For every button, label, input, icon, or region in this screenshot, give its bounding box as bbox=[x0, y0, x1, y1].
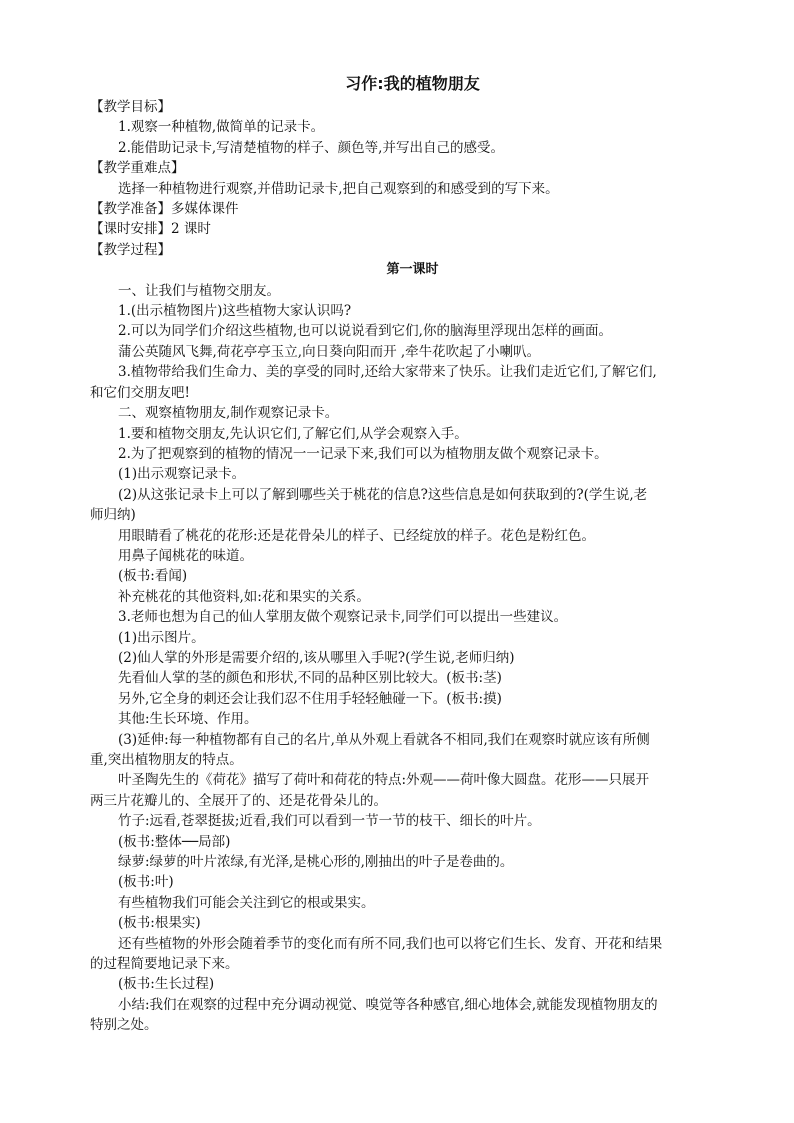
body-paragraph: 另外,它全身的刺还会让我们忍不住用手轻轻触碰一下。(板书:摸) bbox=[118, 690, 502, 707]
preparation-line: 【教学准备】多媒体课件 bbox=[90, 201, 239, 218]
body-paragraph: 3.老师也想为自己的仙人掌朋友做个观察记录卡,同学们可以提出一些建议。 bbox=[118, 609, 568, 626]
body-paragraph: 还有些植物的外形会随着季节的变化而有所不同,我们也可以将它们生长、发育、开花和结果 bbox=[118, 935, 663, 952]
body-paragraph: 1.要和植物交朋友,先认识它们,了解它们,从学会观察入手。 bbox=[118, 425, 468, 442]
body-paragraph: 3.植物带给我们生命力、美的享受的同时,还给大家带来了快乐。让我们走近它们,了解它们, bbox=[118, 364, 657, 381]
body-paragraph: 先看仙人掌的茎的颜色和形状,不同的品种区别比较大。(板书:茎) bbox=[118, 670, 502, 687]
body-paragraph: 有些植物我们可能会关注到它的根或果实。 bbox=[118, 894, 375, 911]
body-paragraph: 用眼睛看了桃花的花形:还是花骨朵儿的样子、已经绽放的样子。花色是粉红色。 bbox=[118, 527, 596, 544]
body-paragraph: (板书:看闻) bbox=[118, 568, 188, 585]
body-paragraph: (板书:生长过程) bbox=[118, 976, 215, 993]
header-section bbox=[90, 97, 735, 260]
body-paragraph-continuation: 两三片花瓣儿的、全展开了的、还是花骨朵儿的。 bbox=[90, 792, 387, 809]
body-paragraph: (1)出示观察记录卡。 bbox=[118, 466, 246, 483]
body-paragraph: (1)出示图片。 bbox=[118, 629, 205, 646]
schedule-line: 【课时安排】2 课时 bbox=[90, 221, 211, 238]
section-label: 【教学重难点】 bbox=[90, 160, 185, 177]
body-paragraph: 小结:我们在观察的过程中充分调动视觉、嗅觉等各种感官,细心地体会,就能发现植物朋友的 bbox=[118, 996, 658, 1013]
body-paragraph: 叶圣陶先生的《荷花》描写了荷叶和荷花的特点:外观——荷叶像大圆盘。花形——只展开 bbox=[118, 772, 650, 789]
document-title: 习作:我的植物朋友 bbox=[345, 74, 480, 93]
section-label: 【教学过程】 bbox=[90, 241, 171, 258]
key-points-text: 选择一种植物进行观察,并借助记录卡,把自己观察到的和感受到的写下来。 bbox=[118, 180, 559, 197]
body-paragraph: 2.为了把观察到的植物的情况一一记录下来,我们可以为植物朋友做个观察记录卡。 bbox=[118, 445, 608, 462]
body-paragraph: 绿萝:绿萝的叶片浓绿,有光泽,是桃心形的,刚抽出的叶子是卷曲的。 bbox=[118, 854, 514, 871]
body-paragraph-continuation: 特别之处。 bbox=[90, 1017, 158, 1034]
body-paragraph: 其他:生长环境、作用。 bbox=[118, 711, 258, 728]
document-page bbox=[90, 72, 735, 1036]
lesson-heading: 第一课时 bbox=[386, 262, 439, 278]
body-paragraph: 蒲公英随风飞舞,荷花亭亭玉立,向日葵向阳而开 ,牵牛花吹起了小喇叭。 bbox=[118, 343, 541, 360]
body-paragraph: 1.(出示植物图片)这些植物大家认识吗? bbox=[118, 303, 352, 320]
body-paragraph-continuation: 重,突出植物朋友的特点。 bbox=[90, 752, 243, 768]
body-paragraph-continuation: 的过程简要地记录下来。 bbox=[90, 956, 239, 973]
body-paragraph: (2)从这张记录卡上可以了解到哪些关于桃花的信息?这些信息是如何获取到的?(学生说,老 bbox=[118, 486, 648, 503]
body-paragraph: (3)延伸:每一种植物都有自己的名片,单从外观上看就各不相同,我们在观察时就应该有所侧 bbox=[118, 731, 650, 748]
body-paragraph: (板书:整体──局部) bbox=[118, 833, 231, 850]
body-paragraph: 2.可以为同学们介绍这些植物,也可以说说看到它们,你的脑海里浮现出怎样的画面。 bbox=[118, 323, 612, 340]
body-paragraph: 竹子:远看,苍翠挺拔;近看,我们可以看到一节一节的枝干、细长的叶片。 bbox=[118, 813, 541, 830]
body-paragraph: 补充桃花的其他资料,如:花和果实的关系。 bbox=[118, 588, 370, 605]
lesson-body bbox=[90, 281, 735, 1036]
objective-1: 1.观察一种植物,做简单的记录卡。 bbox=[118, 119, 325, 136]
body-paragraph: 二、观察植物朋友,制作观察记录卡。 bbox=[118, 405, 339, 422]
objective-2: 2.能借助记录卡,写清楚植物的样子、颜色等,并写出自己的感受。 bbox=[118, 139, 504, 156]
section-label: 【教学目标】 bbox=[90, 99, 171, 115]
body-paragraph: (板书:叶) bbox=[118, 874, 174, 891]
body-paragraph: (板书:根果实) bbox=[118, 915, 201, 932]
body-paragraph: 用鼻子闻桃花的味道。 bbox=[118, 547, 253, 564]
body-paragraph-continuation: 和它们交朋友吧! bbox=[90, 384, 190, 401]
body-paragraph: (2)仙人掌的外形是需要介绍的,该从哪里入手呢?(学生说,老师归纳) bbox=[118, 649, 515, 666]
body-paragraph-continuation: 师归纳) bbox=[90, 507, 136, 524]
body-paragraph: 一、让我们与植物交朋友。 bbox=[118, 282, 280, 299]
